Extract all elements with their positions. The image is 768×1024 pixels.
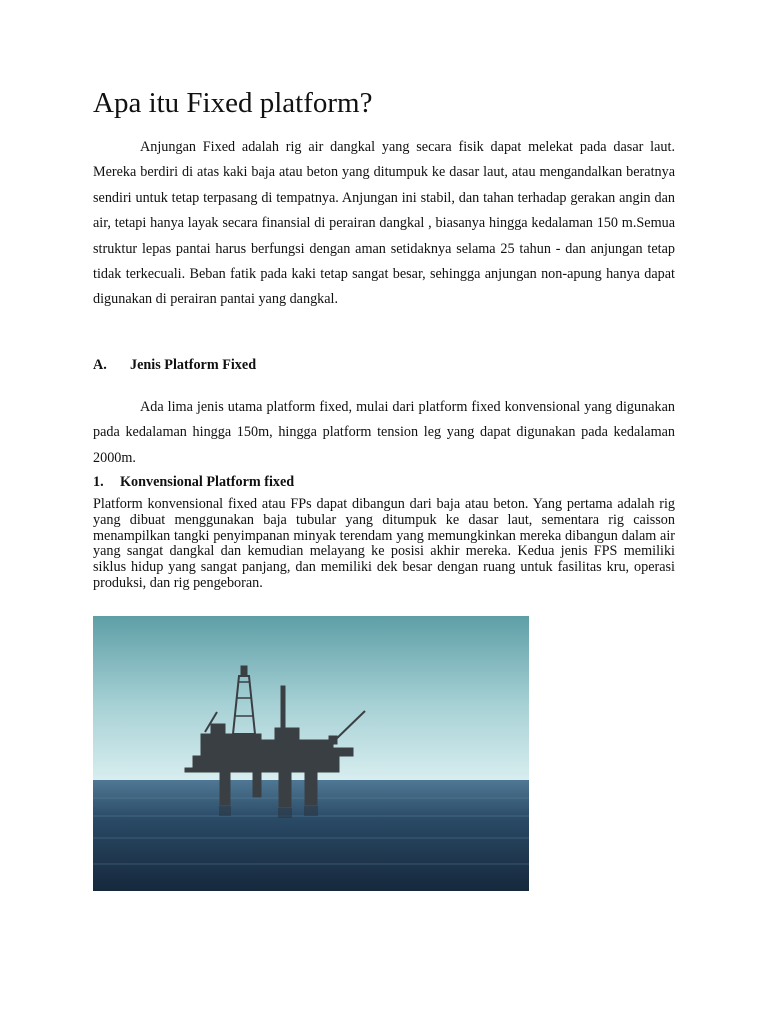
page-title: Apa itu Fixed platform? <box>93 87 373 119</box>
section-number: A. <box>93 357 107 373</box>
section-heading-a <box>93 355 256 375</box>
section-title: Konvensional Platform fixed <box>120 474 295 490</box>
types-paragraph: Ada lima jenis utama platform fixed, mulai dari platform fixed konvensional yang digunakan pada kedalaman hingga 150m, hingga platform tension leg yang dapat digunakan pada kedalaman 2000m. <box>93 399 675 466</box>
intro-paragraph: Anjungan Fixed adalah rig air dangkal yang secara fisik dapat melekat pada dasar laut. Mereka berdiri di atas kaki baja atau beton yang ditumpuk ke dasar laut, atau mengandalkan beratnya sendiri untuk tetap terpasang di tempatnya. Anjungan ini stabil, dan tahan terhadap gerakan angin dan air, tetapi hanya layak secara finansial di perairan dangkal , biasanya hingga kedalaman 150 m.Semua struktur lepas pantai harus berfungsi dengan aman setidaknya selama 25 tahun - dan anjungan tetap tidak terkecuali. Beban fatik pada kaki tetap sangat besar, sehingga anjungan non-apung hanya dapat digunakan di perairan pantai yang dangkal. <box>93 139 675 308</box>
oil-platform-photo <box>93 616 529 891</box>
conventional-paragraph: Platform konvensional fixed atau FPs dapat dibangun dari baja atau beton. Yang pertama adalah rig yang dibuat menggunakan baja tubular yang ditumpuk ke dasar laut, sementara rig caisson menampilkan tangki penyimpanan minyak terendam yang memungkinkan mereka dibangun dalam air yang sangat dangkal dan kemudian melayang ke posisi akhir mereka. Kedua jenis FPS memiliki siklus hidup yang sangat panjang, dan memiliki dek besar dengan ruang untuk fasilitas kru, operasi produksi, dan rig pengeboran. <box>93 496 675 591</box>
section-heading-1 <box>93 472 294 492</box>
section-title: Jenis Platform Fixed <box>130 357 257 373</box>
section-number: 1. <box>93 474 104 490</box>
